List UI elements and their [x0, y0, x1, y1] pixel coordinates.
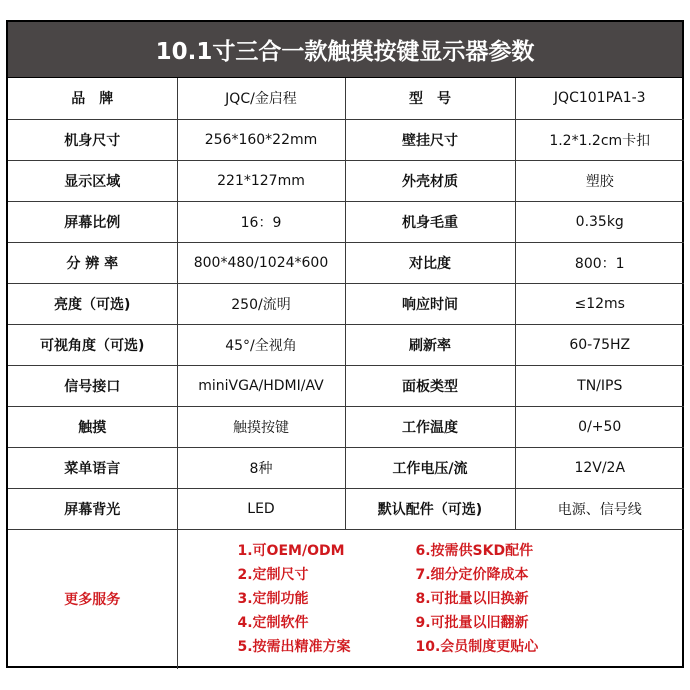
table-row	[8, 488, 684, 529]
spec-label: 刷新率	[345, 324, 515, 365]
spec-value: 800：1	[515, 242, 684, 283]
table-row	[8, 324, 684, 365]
spec-value: 16：9	[177, 201, 345, 242]
table-row	[8, 365, 684, 406]
spec-label: 亮度（可选)	[8, 283, 177, 324]
spec-value: TN/IPS	[515, 365, 684, 406]
service-item: 7.细分定价降成本	[415, 566, 529, 583]
spec-value: JQC/金启程	[177, 78, 345, 119]
spec-value: LED	[177, 488, 345, 529]
table-row	[8, 119, 684, 160]
spec-value: 221*127mm	[177, 160, 345, 201]
spec-value: ≤12ms	[515, 283, 684, 324]
service-item: 2.定制尺寸	[237, 566, 309, 583]
spec-label: 壁挂尺寸	[345, 119, 515, 160]
service-item: 9.可批量以旧翻新	[415, 614, 529, 631]
service-item: 3.定制功能	[237, 590, 309, 607]
services-label: 更多服务	[64, 592, 121, 609]
spec-value: 1.2*1.2cm卡扣	[515, 119, 684, 160]
spec-label: 机身毛重	[345, 201, 515, 242]
spec-value: miniVGA/HDMI/AV	[177, 365, 345, 406]
services-label-cell	[8, 529, 177, 669]
spec-value: 8种	[177, 447, 345, 488]
service-item: 5.按需出精准方案	[237, 638, 351, 655]
service-item: 6.按需供SKD配件	[415, 542, 534, 559]
table-row	[8, 283, 684, 324]
service-item: 1.可OEM/ODM	[237, 542, 345, 559]
spec-label: 菜单语言	[8, 447, 177, 488]
spec-label: 默认配件（可选)	[345, 488, 515, 529]
spec-label: 工作电压/流	[345, 447, 515, 488]
spec-label: 信号接口	[8, 365, 177, 406]
table-row	[8, 447, 684, 488]
spec-label: 型 号	[345, 78, 515, 119]
spec-value: 256*160*22mm	[177, 119, 345, 160]
spec-value: 塑胶	[515, 160, 684, 201]
spec-label: 显示区域	[8, 160, 177, 201]
spec-label: 分 辨 率	[8, 242, 177, 283]
spec-value: 45°/全视角	[177, 324, 345, 365]
spec-value: 250/流明	[177, 283, 345, 324]
spec-value: 0/+50	[515, 406, 684, 447]
service-item: 8.可批量以旧换新	[415, 590, 529, 607]
table-row	[8, 201, 684, 242]
spec-label: 外壳材质	[345, 160, 515, 201]
spec-value: 电源、信号线	[515, 488, 684, 529]
page-title: 10.1寸三合一款触摸按键显示器参数	[8, 22, 682, 78]
service-item: 4.定制软件	[237, 614, 309, 631]
table-row	[8, 242, 684, 283]
spec-value: 触摸按键	[177, 406, 345, 447]
table-row	[8, 160, 684, 201]
spec-label: 屏幕背光	[8, 488, 177, 529]
services-row	[8, 529, 684, 669]
spec-label: 品 牌	[8, 78, 177, 119]
table-row	[8, 406, 684, 447]
spec-value: 0.35kg	[515, 201, 684, 242]
services-list-cell	[177, 529, 684, 669]
spec-value: JQC101PA1-3	[515, 78, 684, 119]
services-list	[178, 541, 685, 658]
spec-label: 机身尺寸	[8, 119, 177, 160]
spec-label: 面板类型	[345, 365, 515, 406]
spec-value: 12V/2A	[515, 447, 684, 488]
table-row	[8, 78, 684, 119]
spec-label: 工作温度	[345, 406, 515, 447]
spec-label: 对比度	[345, 242, 515, 283]
spec-label: 可视角度（可选)	[8, 324, 177, 365]
spec-label: 触摸	[8, 406, 177, 447]
service-item: 10.会员制度更贴心	[415, 638, 539, 655]
spec-value: 800*480/1024*600	[177, 242, 345, 283]
spec-sheet	[6, 20, 684, 668]
spec-label: 响应时间	[345, 283, 515, 324]
spec-label: 屏幕比例	[8, 201, 177, 242]
spec-value: 60-75HZ	[515, 324, 684, 365]
spec-table	[8, 78, 684, 669]
